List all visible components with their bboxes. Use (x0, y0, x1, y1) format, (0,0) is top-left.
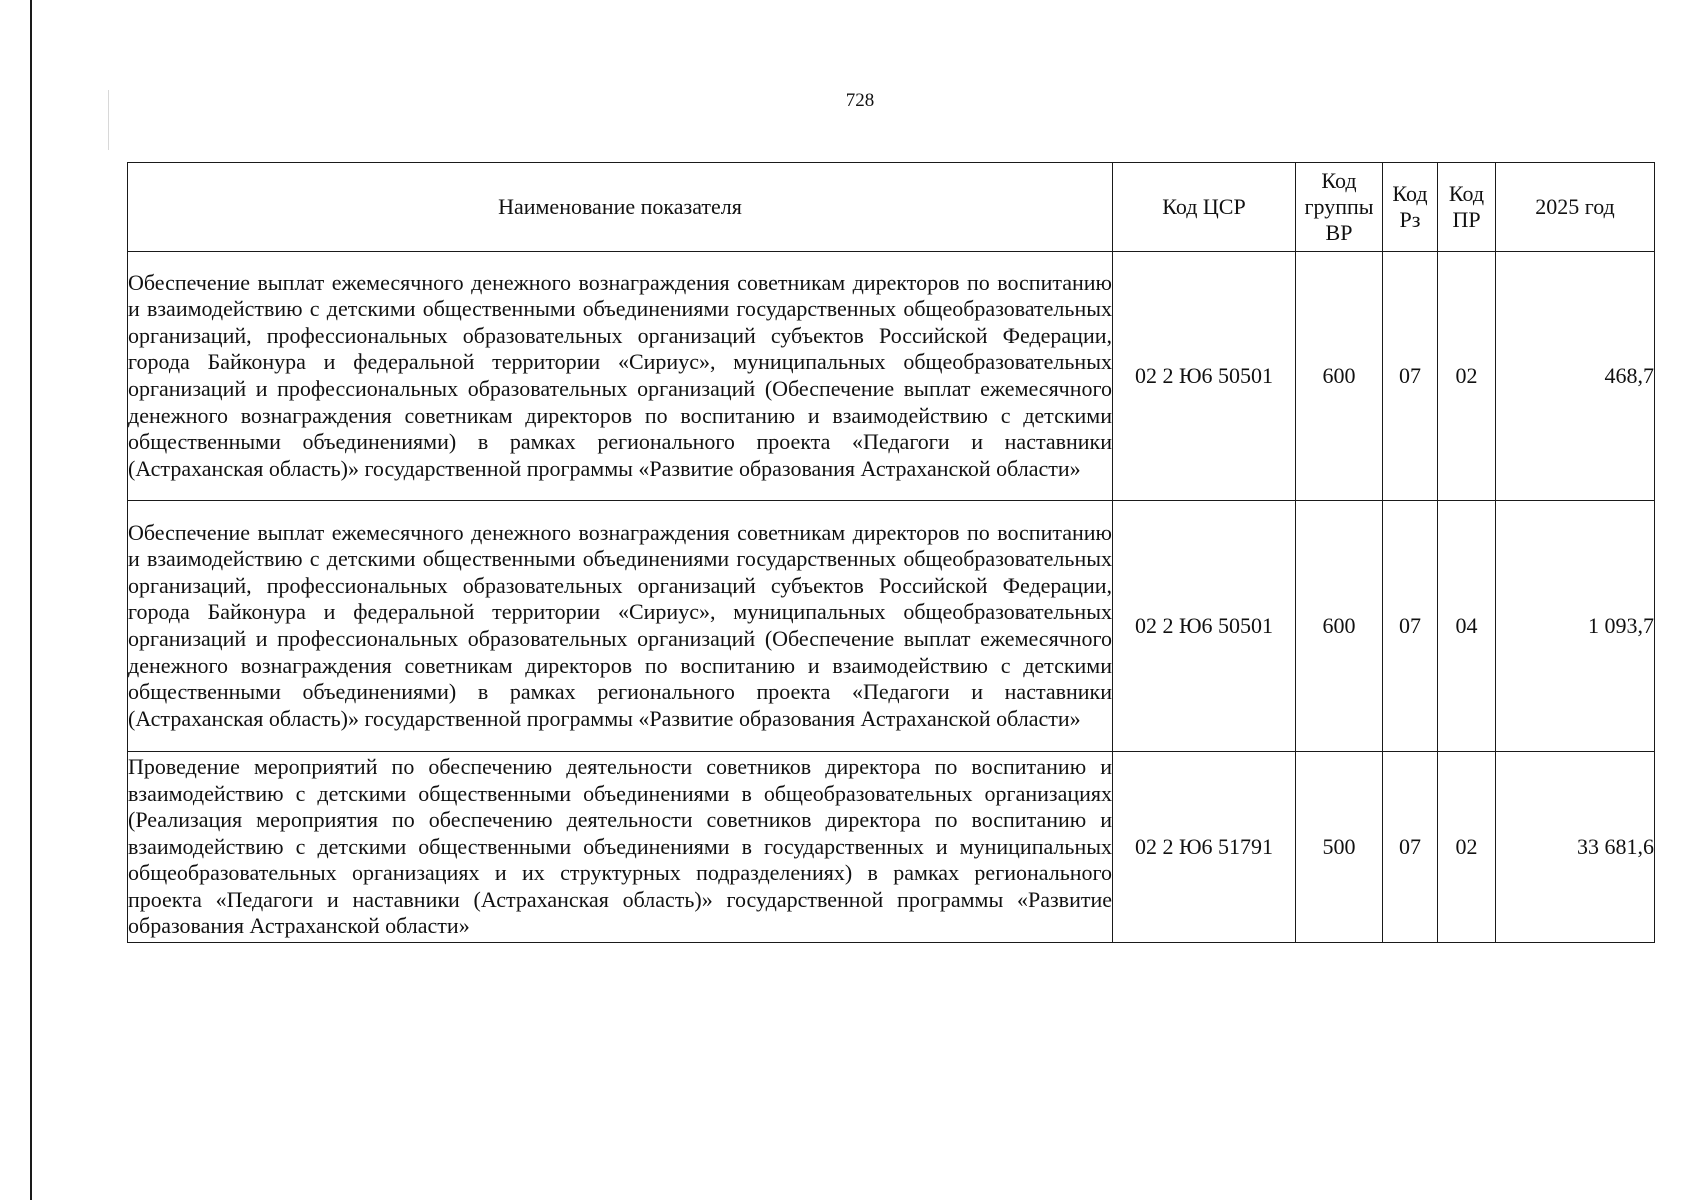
scan-edge-line (30, 0, 32, 1200)
row-pr-cell: 02 (1438, 752, 1496, 943)
table-row (128, 501, 1655, 752)
header-csr: Код ЦСР (1113, 163, 1296, 252)
row-csr-cell: 02 2 Ю6 50501 (1113, 501, 1296, 752)
header-vr: Код группы ВР (1296, 163, 1383, 252)
row-csr-cell: 02 2 Ю6 51791 (1113, 752, 1296, 943)
row-amount-cell: 1 093,7 (1496, 501, 1655, 752)
header-name: Наименование показателя (128, 163, 1113, 252)
table-row (128, 252, 1655, 501)
header-year: 2025 год (1496, 163, 1655, 252)
row-rz-cell: 07 (1383, 752, 1438, 943)
row-vr-cell: 600 (1296, 252, 1383, 501)
budget-table (127, 162, 1655, 943)
row-vr-cell: 600 (1296, 501, 1383, 752)
row-rz-cell: 07 (1383, 252, 1438, 501)
page-number: 728 (845, 90, 875, 111)
row-name-cell: Проведение мероприятий по обеспечению деятельности советников директора по воспитанию и взаимодействию с детскими общественными объединениями в общеобразовательных организациях (Реализация мероприятия по обеспечению деятельности советников директора по воспитанию и взаимодействию с детскими общественными объединениями в государственных и муниципальных общеобразовательных организациях и их структурных подразделениях) в рамках регионального проекта «Педагоги и наставники (Астраханская область)» государственной программы «Развитие образования Астраханской области» (128, 752, 1113, 943)
header-rz: Код Рз (1383, 163, 1438, 252)
table-header-row (128, 163, 1655, 252)
row-amount-cell: 33 681,6 (1496, 752, 1655, 943)
row-csr-cell: 02 2 Ю6 50501 (1113, 252, 1296, 501)
row-name-cell: Обеспечение выплат ежемесячного денежного вознаграждения советникам директоров по воспитанию и взаимодействию с детскими общественными объединениями государственных общеобразовательных организаций, профессиональных образовательных организаций субъектов Российской Федерации, города Байконура и федеральной территории «Сириус», муниципальных общеобразовательных организаций и профессиональных образовательных организаций (Обеспечение выплат ежемесячного денежного вознаграждения советникам директоров по воспитанию и взаимодействию с детскими общественными объединениями) в рамках регионального проекта «Педагоги и наставники (Астраханская область)» государственной программы «Развитие образования Астраханской области» (128, 252, 1113, 501)
row-pr-cell: 02 (1438, 252, 1496, 501)
row-pr-cell: 04 (1438, 501, 1496, 752)
row-vr-cell: 500 (1296, 752, 1383, 943)
row-name-cell: Обеспечение выплат ежемесячного денежного вознаграждения советникам директоров по воспитанию и взаимодействию с детскими общественными объединениями государственных общеобразовательных организаций, профессиональных образовательных организаций субъектов Российской Федерации, города Байконура и федеральной территории «Сириус», муниципальных общеобразовательных организаций и профессиональных образовательных организаций (Обеспечение выплат ежемесячного денежного вознаграждения советникам директоров по воспитанию и взаимодействию с детскими общественными объединениями) в рамках регионального проекта «Педагоги и наставники (Астраханская область)» государственной программы «Развитие образования Астраханской области» (128, 501, 1113, 752)
row-rz-cell: 07 (1383, 501, 1438, 752)
header-pr: Код ПР (1438, 163, 1496, 252)
table-row (128, 752, 1655, 943)
row-amount-cell: 468,7 (1496, 252, 1655, 501)
